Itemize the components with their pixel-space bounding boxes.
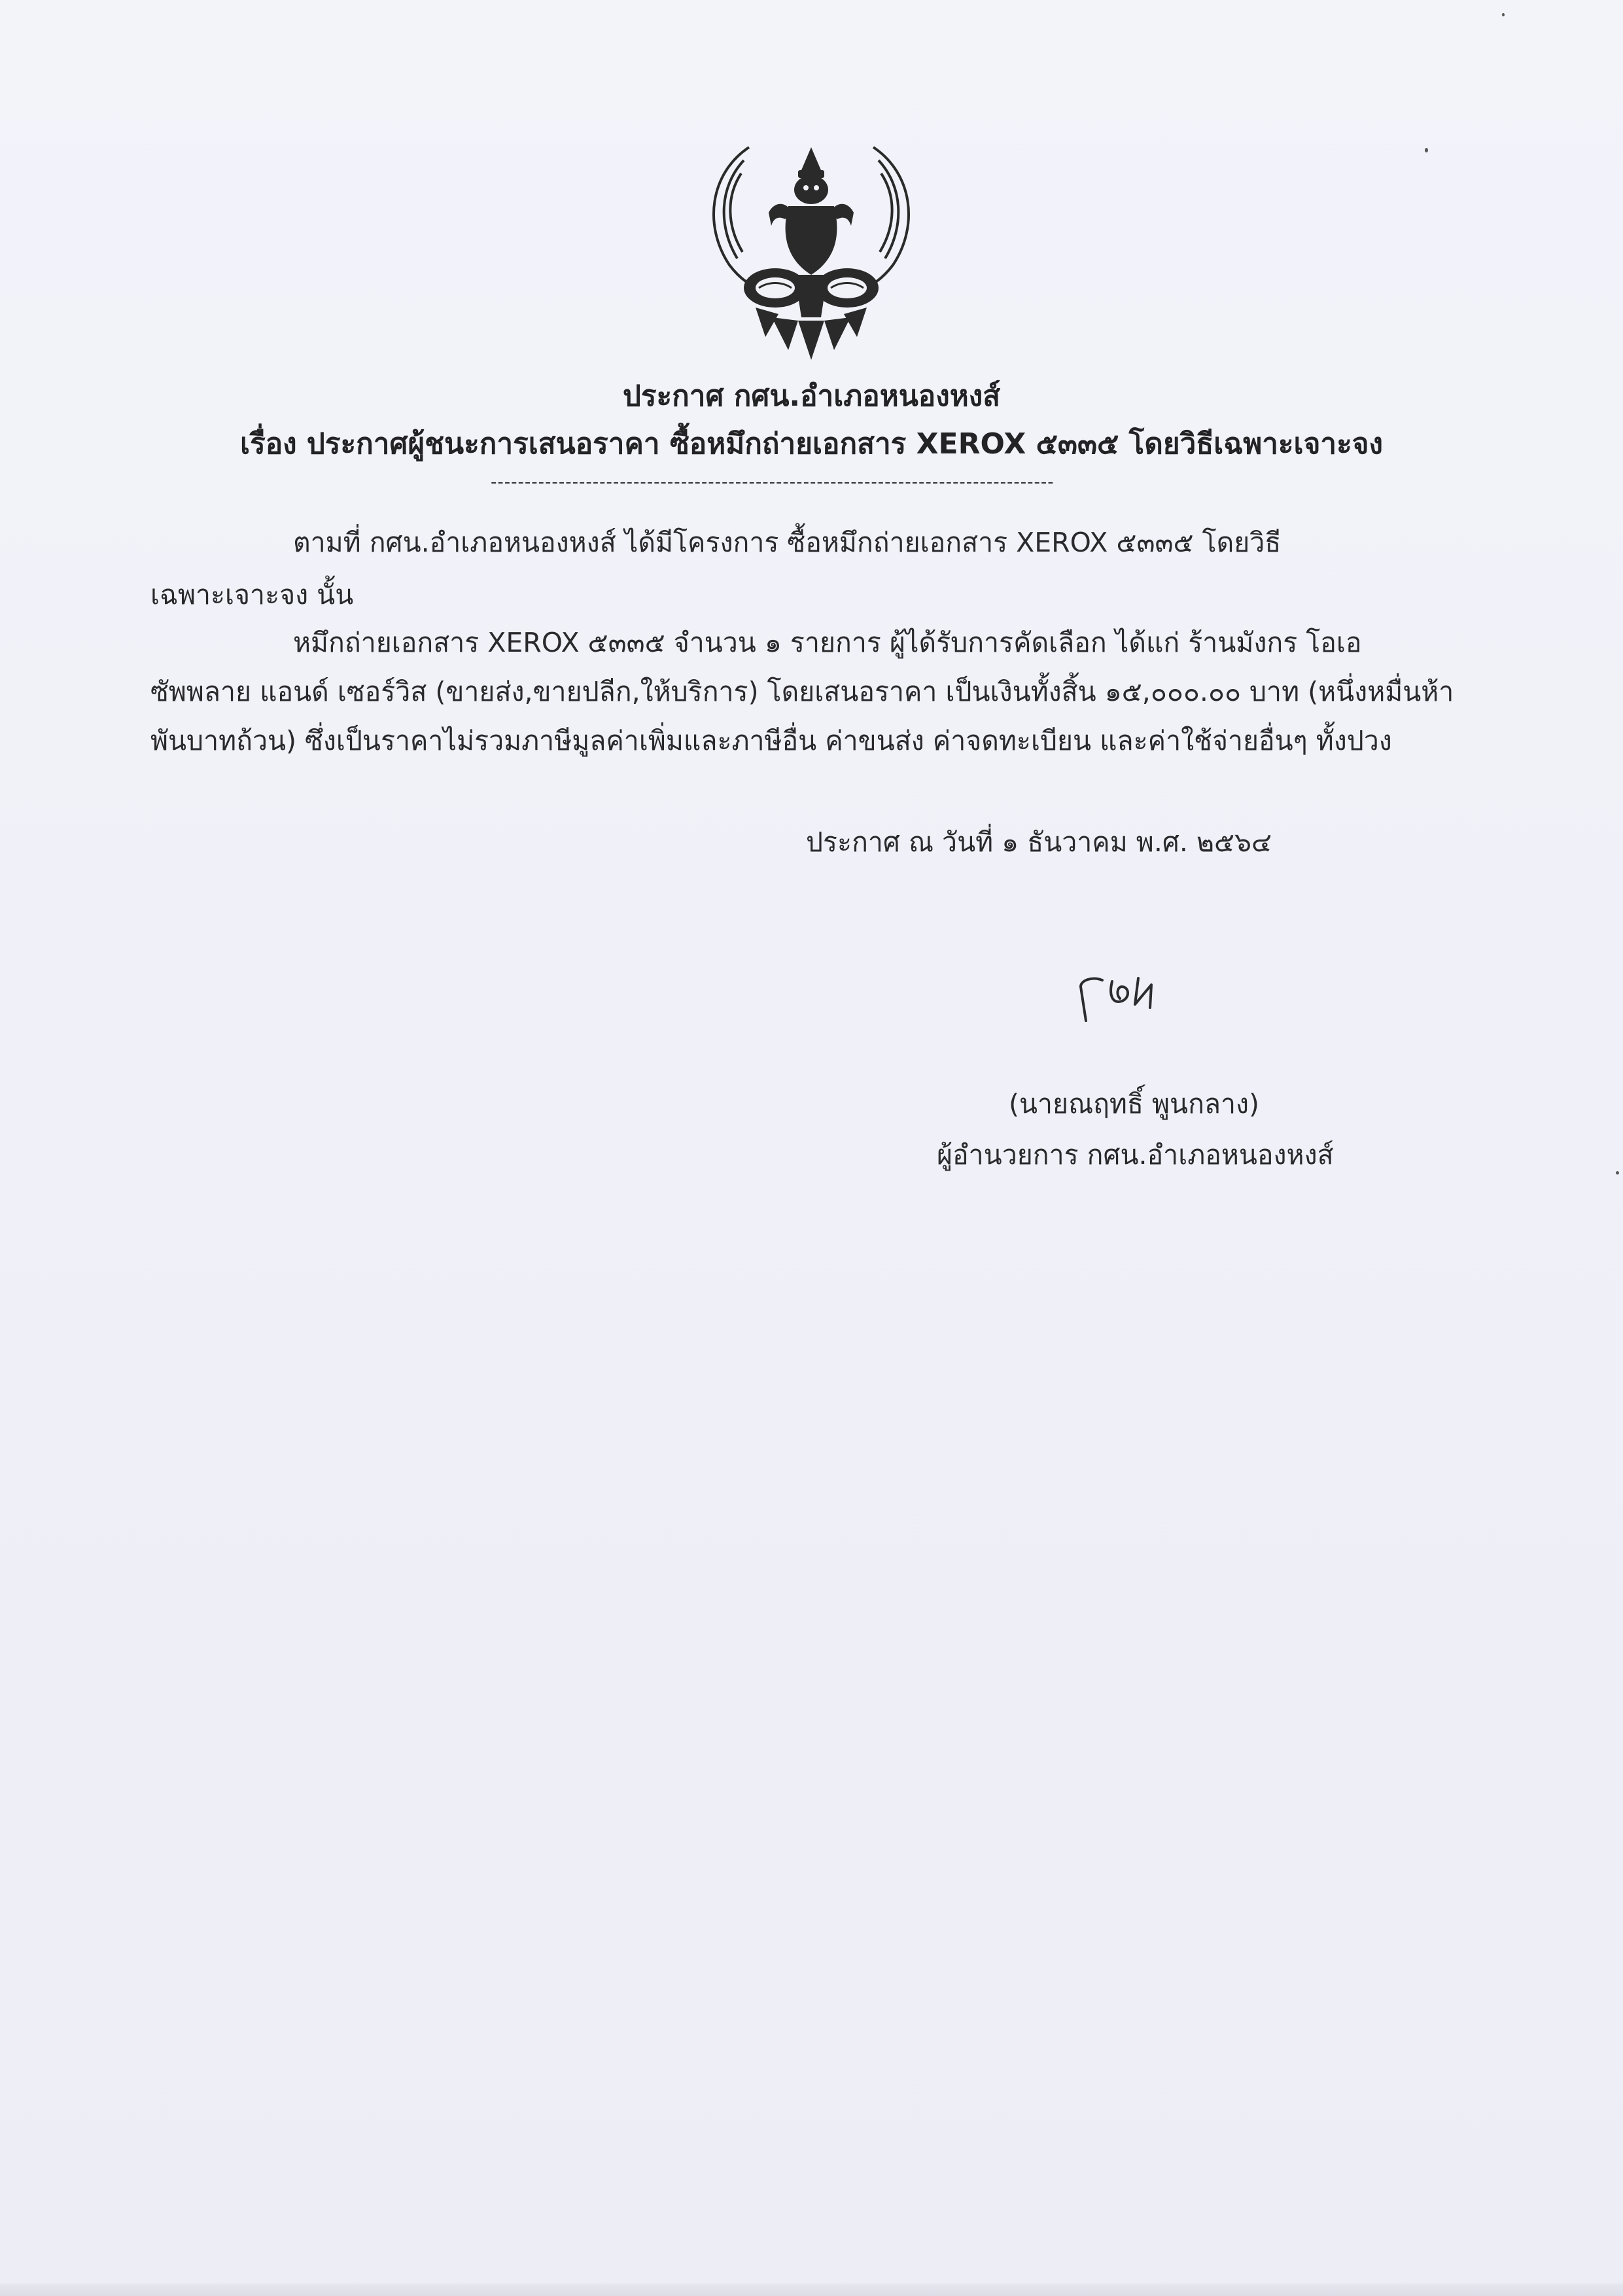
paragraph-2-line-3: พันบาทถ้วน) ซึ่งเป็นราคาไม่รวมภาษีมูลค่าเพิ่มและภาษีอื่น ค่าขนส่ง ค่าจดทะเบียน และค่าใช้จ่ายอื่นๆ ทั้งปวง — [150, 725, 1392, 756]
scan-speck — [1425, 148, 1428, 152]
garuda-emblem-icon — [703, 134, 919, 363]
scan-speck — [1502, 13, 1505, 16]
signer-position: ผู้อำนวยการ กศน.อำเภอหนองหงส์ — [937, 1139, 1334, 1171]
paragraph-2-line-1: หมึกถ่ายเอกสาร XEROX ๕๓๓๕ จำนวน ๑ รายการ ผู้ได้รับการคัดเลือก ได้แก่ ร้านมังกร โอเอ — [293, 627, 1362, 658]
scan-speck — [1616, 1171, 1619, 1174]
announcement-title: ประกาศ กศน.อำเภอหนองหงส์ — [622, 380, 1001, 413]
paragraph-1-line-2: เฉพาะเจาะจง นั้น — [150, 579, 354, 610]
announcement-subject: เรื่อง ประกาศผู้ชนะการเสนอราคา ซื้อหมึกถ่ายเอกสาร XEROX ๕๓๓๕ โดยวิธีเฉพาะเจาะจง — [240, 427, 1383, 461]
scan-edge — [0, 2284, 1623, 2296]
handwritten-signature-icon — [1073, 968, 1178, 1027]
announcement-date: ประกาศ ณ วันที่ ๑ ธันวาคม พ.ศ. ๒๕๖๔ — [806, 826, 1272, 858]
signer-name: (นายณฤทธิ์ พูนกลาง) — [1009, 1088, 1260, 1120]
paragraph-2-line-2: ซัพพลาย แอนด์ เซอร์วิส (ขายส่ง,ขายปลีก,ให้บริการ) โดยเสนอราคา เป็นเงินทั้งสิ้น ๑๕,๐๐๐.๐๐ บาท (หนึ่งหมื่นห้า — [150, 676, 1454, 707]
separator-line: ----------------------------------------------------------------------------------- — [491, 472, 1055, 492]
paragraph-1-line-1: ตามที่ กศน.อำเภอหนองหงส์ ได้มีโครงการ ซื้อหมึกถ่ายเอกสาร XEROX ๕๓๓๕ โดยวิธี — [293, 527, 1282, 558]
